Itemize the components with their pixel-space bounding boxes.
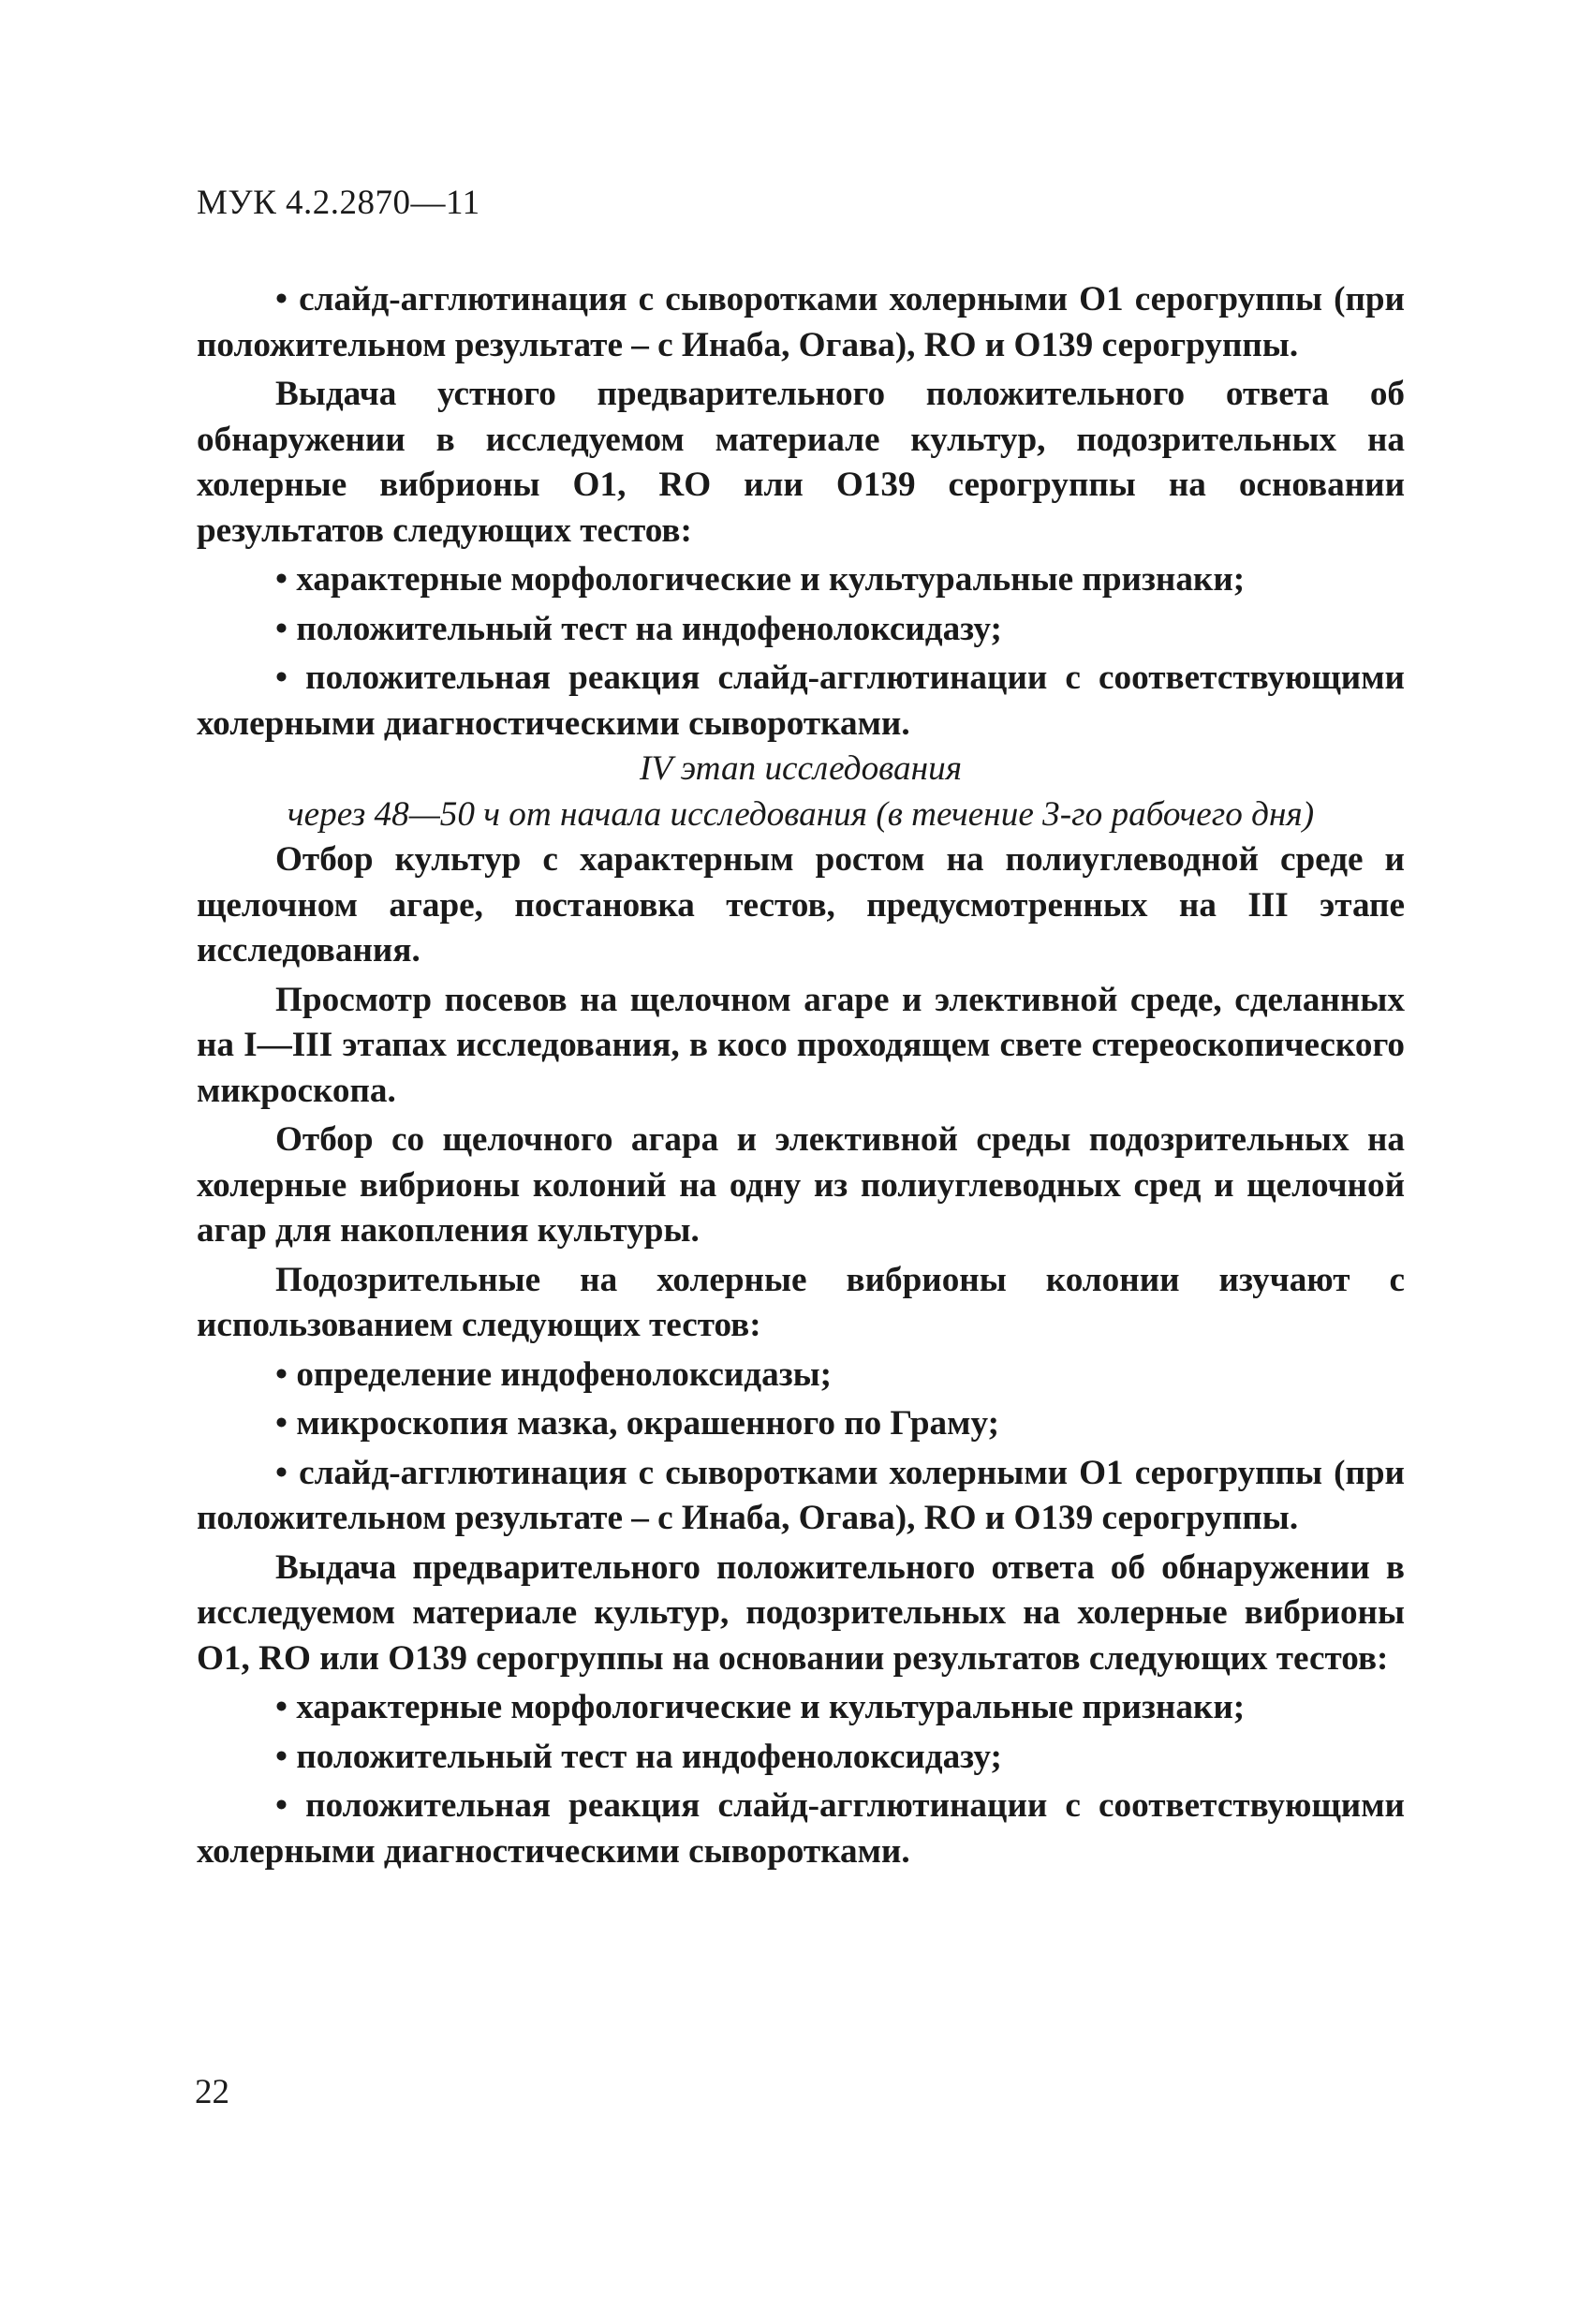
paragraph-bullet: • определение индофенолоксидазы;: [275, 1354, 833, 1394]
paragraph-bullet: • положительная реакция слайд-агглютинации с соответствующими холерными диагностическими сыворотками.: [197, 659, 1405, 743]
paragraph: Отбор со щелочного агара и элективной среды подозрительных на холерные вибрионы колоний на одну из полиуглеводных сред и щелочной агар для накопления культуры.: [197, 1120, 1405, 1250]
paragraph-bullet: • микроскопия мазка, окрашенного по Граму;: [275, 1404, 999, 1443]
page-number: 22: [195, 2073, 229, 2111]
paragraph: Выдача устного предварительного положительного ответа об обнаружении в исследуемом материале культур, подозрительных на холерные вибрионы O1, RO или O139 серогруппы на основании результатов следующих тестов:: [197, 375, 1405, 550]
document-body: [197, 277, 1405, 1874]
paragraph: Подозрительные на холерные вибрионы колонии изучают с использованием следующих тестов:: [197, 1260, 1405, 1344]
stage-heading: IV этап исследования: [640, 749, 962, 788]
paragraph-bullet: • характерные морфологические и культуральные признаки;: [275, 1688, 1246, 1726]
paragraph: Отбор культур с характерным ростом на полиуглеводной среде и щелочном агаре, постановка тестов, предусмотренных на III этапе исследования.: [197, 840, 1405, 970]
paragraph-bullet: • положительный тест на индофенолоксидазу;: [275, 609, 1002, 648]
paragraph: Просмотр посевов на щелочном агаре и элективной среде, сделанных на I—III этапах исследования, в косо проходящем свете стереоскопического микроскопа.: [197, 980, 1405, 1110]
paragraph: Выдача предварительного положительного ответа об обнаружении в исследуемом материале культур, подозрительных на холерные вибрионы O1, RO или O139 серогруппы на основании результатов следующих тестов:: [197, 1547, 1405, 1678]
paragraph-bullet: • слайд-агглютинация с сыворотками холерными O1 серогруппы (при положительном результате – с Инаба, Огава), RO и O139 серогруппы.: [197, 280, 1405, 364]
paragraph-bullet: • характерные морфологические и культуральные признаки;: [275, 560, 1246, 599]
stage-subheading: через 48—50 ч от начала исследования (в течение 3-го рабочего дня): [287, 794, 1315, 834]
paragraph-bullet: • слайд-агглютинация с сыворотками холерными O1 серогруппы (при положительном результате – с Инаба, Огава), RO и O139 серогруппы.: [197, 1453, 1405, 1537]
paragraph-bullet: • положительный тест на индофенолоксидазу;: [275, 1737, 1002, 1776]
paragraph-bullet: • положительная реакция слайд-агглютинации с соответствующими холерными диагностическими сыворотками.: [197, 1786, 1405, 1871]
document-code-header: МУК 4.2.2870—11: [197, 184, 480, 222]
